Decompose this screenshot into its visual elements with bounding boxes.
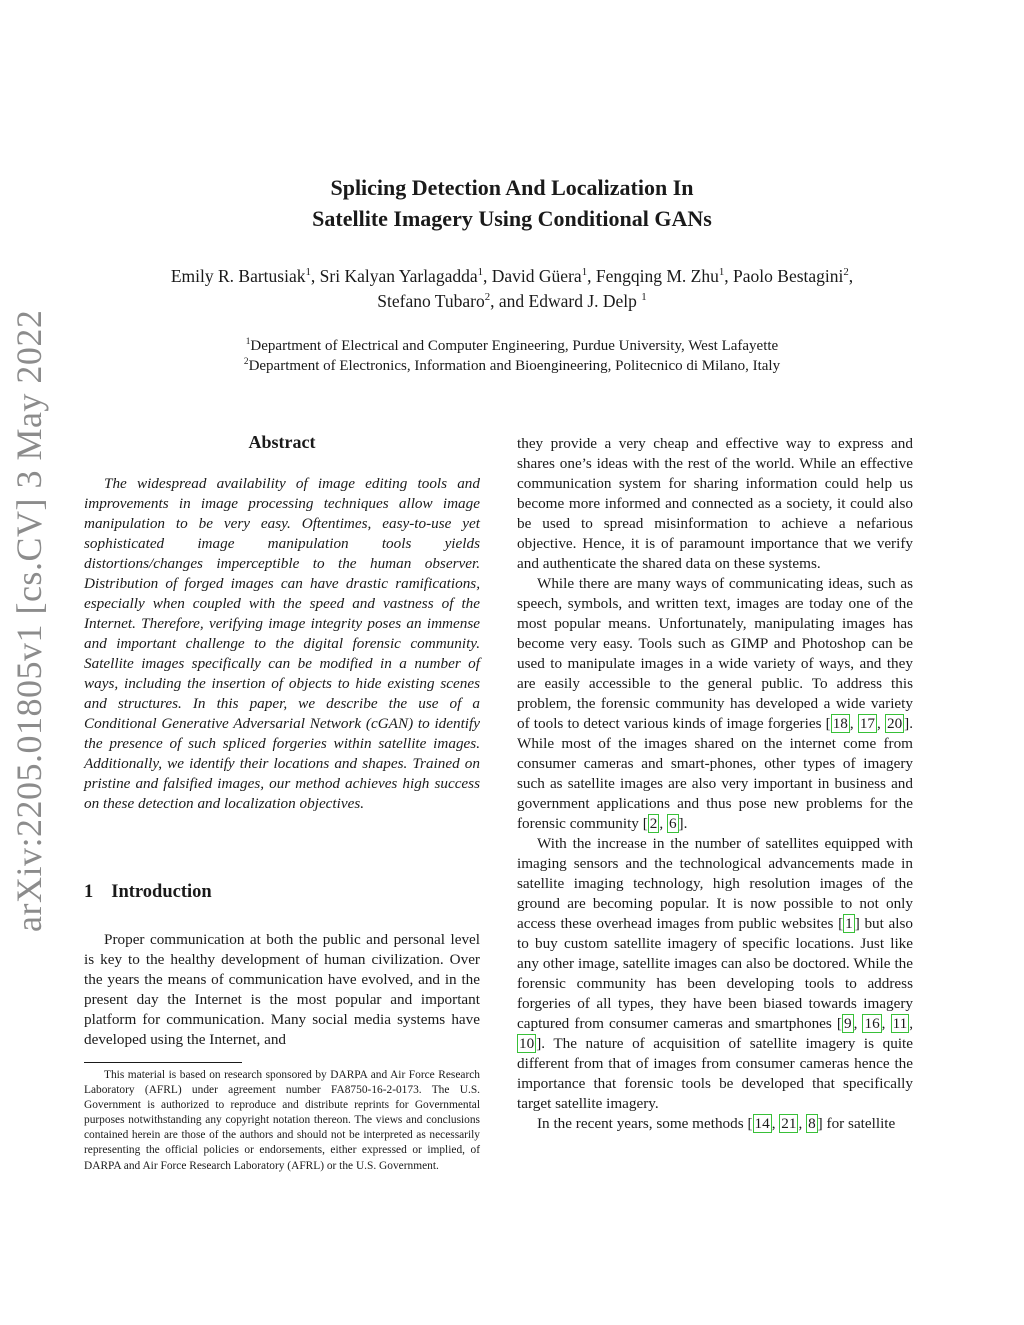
introduction-left-column xyxy=(84,930,480,1050)
affiliations xyxy=(60,336,964,376)
section-title: Introduction xyxy=(111,882,212,902)
footnote-text: This material is based on research sponsored by DARPA and Air Force Research Laboratory (AFRL) under agreement number FA8750-16-2-0173. The U.S. Government is authorized to reproduce and distribute reprints for Governmental purposes notwithstanding any copyright notation thereon. The views and conclusions contained herein are those of the authors and should not be interpreted as necessarily representing the official policies or endorsements, either expressed or implied, of DARPA and Air Force Research Laboratory (AFRL) or the U.S. Government. xyxy=(84,1069,480,1172)
right-column xyxy=(517,434,913,1134)
abstract-text: The widespread availability of image editing tools and improvements in image processing techniques allow image manipulation to be very easy. Oftentimes, easy-to-use yet sophisticated image manipulation tools yields distortions/changes imperceptible to the human observer. Distribution of forged images can have drastic ramifications, especially when coupled with the speed and vastness of the Internet. Therefore, verifying image integrity poses an immense and important challenge to the digital forensic community. Satellite images specifically can be modified in a number of ways, including the insertion of objects to hide existing scenes and structures. In this paper, we describe the use of a Conditional Generative Adversarial Network (cGAN) to identify the presence of such spliced forgeries within satellite images. Additionally, we identify their locations and shapes. Trained on pristine and falsified images, our method achieves high success on these detection and localization objectives. xyxy=(84,475,480,812)
abstract-body xyxy=(84,474,480,814)
paper-title xyxy=(0,172,1024,234)
right-paragraph-3: With the increase in the number of satellites equipped with imaging sensors and the technological advancements made in satellite imaging technology, high resolution images of the ground are becoming popular. It is now possible to not only access these overhead images from public websites [ 1 ] but also to buy custom satellite imagery of specific locations. Just like any other image, satellite images can also be doctored. While the forensic community has been developing tools to address forgeries of all types, they have been biased towards imagery captured from consumer cameras and smartphones [ 9 , 16 , 11 , 10 ]. The nature of acquisition of satellite imagery is quite different from that of images from consumer cameras hence the importance that forensic tools be developed that specifically target satellite imagery. xyxy=(517,835,913,1112)
introduction-paragraph-1: Proper communication at both the public and personal level is key to the healthy development of human civilization. Over the years the means of communication have evolved, and in the present day the Internet is the most popular and important platform for communication. Many social media systems have developed using the Internet, and xyxy=(84,931,480,1048)
arxiv-watermark: arXiv:2205.01805v1 [cs.CV] 3 May 2022 xyxy=(9,309,49,932)
paper-title-line-1: Splicing Detection And Localization In xyxy=(330,175,694,200)
author-line-2: Stefano Tubaro$^2$, and Edward J. Delp $^1$ xyxy=(377,291,647,311)
footnote-rule xyxy=(84,1062,242,1063)
affiliation-2: $^2$Department of Electronics, Information and Bioengineering, Politecnico di Milano, Italy xyxy=(243,357,781,374)
paper-title-line-2: Satellite Imagery Using Conditional GANs xyxy=(312,206,712,231)
section-heading-introduction xyxy=(84,882,212,903)
author-line-1: Emily R. Bartusiak$^1$, Sri Kalyan Yarlagadda$^1$, David Güera$^1$, Fengqing M. Zhu$^1$, Paolo Bestagini$^2$, xyxy=(170,266,854,286)
right-paragraph-1: they provide a very cheap and effective way to express and shares one’s ideas with the rest of the world. While an effective communication system for sharing information could help us become more informed and connected as a society, it could also be used to spread misinformation to achieve a nefarious objective. Hence, it is of paramount importance that we verify and authenticate the shared data on these systems. xyxy=(517,435,913,572)
section-number: 1 xyxy=(84,882,94,902)
right-paragraph-4: In the recent years, some methods [ 14 , 21 , 8 ] for satellite xyxy=(537,1115,896,1132)
footnote xyxy=(84,1068,480,1174)
abstract-heading: Abstract xyxy=(248,432,316,452)
right-paragraph-2: While there are many ways of communicating ideas, such as speech, symbols, and written text, images are today one of the most popular means. Unfortunately, manipulating images has become very easy. Tools such as GIMP and Photoshop can be used to manipulate images in a wide variety of ways, and they are easily accessible to the general public. To address this problem, the forensic community has developed a wide variety of tools to detect various kinds of image forgeries [ 18 , 17 , 20 ]. While most of the images shared on the internet come from consumer cameras and smart-phones, other types of imagery such as satellite images are also very important in business and government applications and thus pose new problems for the forensic community [ 2 , 6 ]. xyxy=(517,575,914,832)
affiliation-1: $^1$Department of Electrical and Computer Engineering, Purdue University, West Lafayette xyxy=(245,337,779,354)
author-list xyxy=(60,264,964,314)
